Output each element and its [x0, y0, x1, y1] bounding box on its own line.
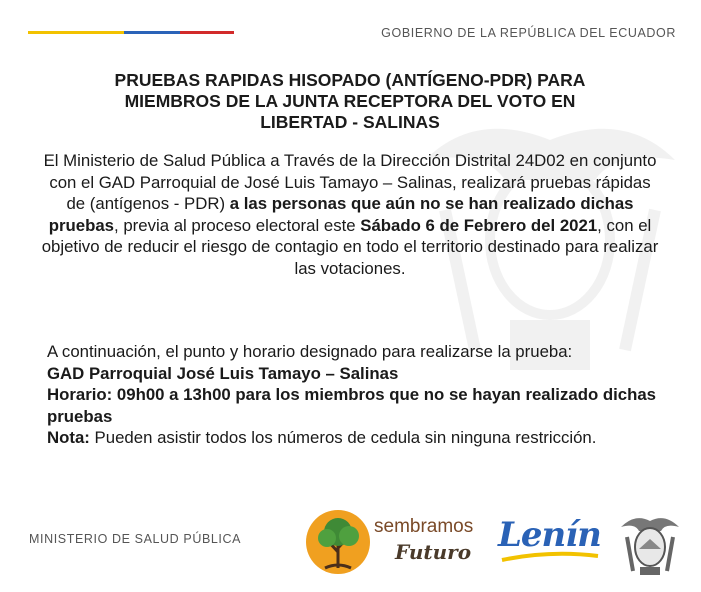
futuro-label: Futuro — [395, 540, 472, 564]
sembramos-label: sembramos — [374, 516, 474, 537]
title-line-2: MIEMBROS DE LA JUNTA RECEPTORA DEL VOTO EN — [124, 91, 576, 111]
intro-text-2: , previa al proceso electoral este — [114, 215, 361, 235]
intro-paragraph — [40, 150, 660, 279]
title-line-3: LIBERTAD - SALINAS — [260, 112, 440, 132]
details-note — [47, 427, 667, 449]
announcement-title — [40, 70, 660, 133]
details-intro: A continuación, el punto y horario designado para realizarse la prueba: — [47, 342, 573, 361]
flag-stripe-blue — [124, 31, 180, 34]
intro-bold-date: Sábado 6 de Febrero del 2021 — [360, 215, 598, 235]
note-label: Nota: — [47, 428, 90, 447]
details-location: GAD Parroquial José Luis Tamayo – Salinas — [47, 363, 399, 383]
intro-text-1: El Ministerio de Salud Pública a Través de la Dirección Distrital 24D02 en conjunto con el GAD Parroquial de José Luis Tamayo – Salinas, realizará pruebas rápidas de (antígenos - PDR) — [43, 151, 657, 213]
government-header: GOBIERNO DE LA REPÚBLICA DEL ECUADOR — [381, 26, 676, 40]
intro-text-3: , con el objetivo de reducir el riesgo de contagio en todo el territorio destinado para realizar las votaciones. — [41, 215, 659, 278]
details-schedule: Horario: 09h00 a 13h00 para los miembros que no se hayan realizado dichas pruebas — [47, 385, 657, 426]
flag-stripe-red — [180, 31, 234, 34]
lenin-logo: Lenín — [498, 515, 601, 555]
ecuador-coat-of-arms-icon — [619, 509, 681, 577]
lenin-swoosh-icon — [500, 550, 600, 564]
sembramos-futuro-tree-logo — [305, 508, 371, 576]
intro-bold-target: a las personas que aún no se han realizado dichas pruebas — [48, 194, 634, 235]
flag-stripe-yellow — [28, 31, 124, 34]
title-line-1: PRUEBAS RAPIDAS HISOPADO (ANTÍGENO-PDR) PARA — [114, 70, 586, 90]
ministry-logo-text: MINISTERIO DE SALUD PÚBLICA — [29, 532, 242, 546]
details-section — [47, 341, 667, 449]
note-text: Pueden asistir todos los números de cedula sin ninguna restricción. — [89, 428, 597, 447]
